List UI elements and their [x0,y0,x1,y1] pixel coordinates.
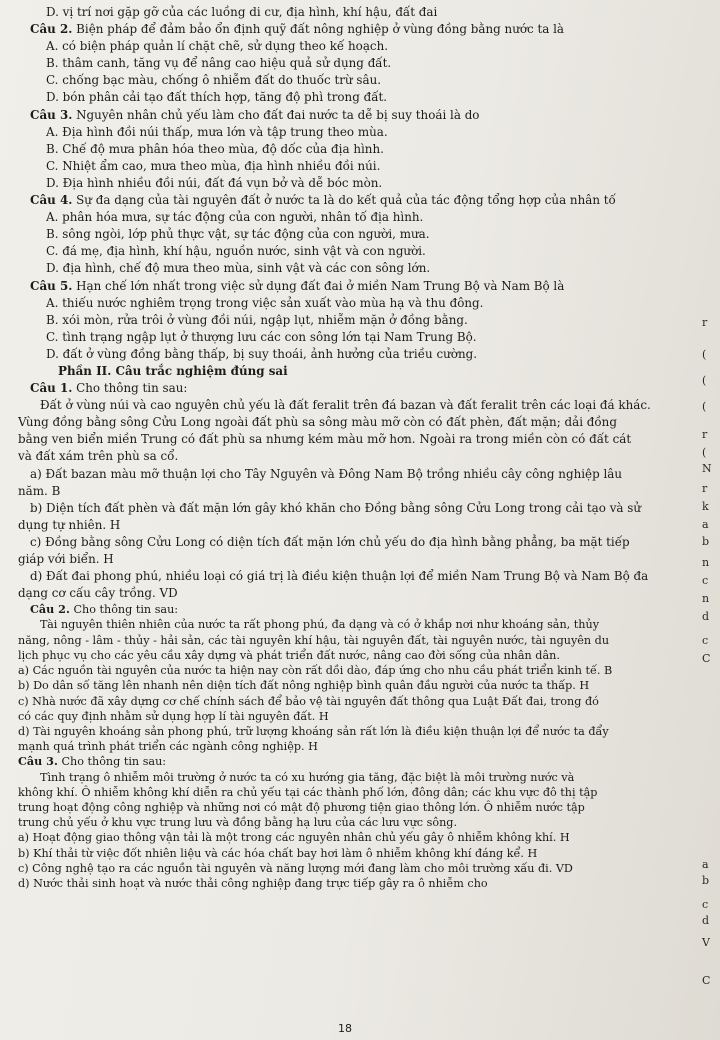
statement-line: d) Đất đai phong phú, nhiều loại có giá trị là điều kiện thuận lợi để miền Nam Trung Bộ và Nam Bộ đa [30,569,649,584]
option: C. Nhiệt ẩm cao, mưa theo mùa, địa hình nhiều đồi núi. [46,158,381,173]
margin-mark: k [702,500,709,513]
question-label: Câu 4. [30,193,73,208]
passage-line: bằng ven biển miền Trung có đất phù sa nhưng kém màu mỡ hơn. Ngoài ra trong miền còn có đất cát [18,432,632,447]
question-label: Câu 2. [30,22,73,37]
page-number: 18 [338,1022,352,1035]
option: C. đá mẹ, địa hình, khí hậu, nguồn nước, sinh vật và con người. [46,244,426,259]
margin-mark: a [702,518,709,531]
margin-mark: ( [702,374,707,387]
question-label: Câu 3. [18,754,58,769]
tf-question-1 [18,380,686,397]
statement-line: b) Diện tích đất phèn và đất mặn lớn gây khó khăn cho Đồng bằng sông Cửu Long trong cải tạo và sử [30,500,642,515]
margin-mark: C [702,974,711,987]
passage-line: trung chủ yếu ở khu vực trung lưu và đồng bằng hạ lưu của các lưu vực sông. [18,816,458,830]
question-intro: Cho thông tin sau: [73,603,179,617]
statement-line: dụng tự nhiên. H [18,517,121,532]
margin-mark: d [702,914,710,927]
margin-mark: r [702,482,708,495]
option: B. thâm canh, tăng vụ để nâng cao hiệu quả sử dụng đất. [46,56,392,71]
question-label: Câu 2. [30,602,70,617]
statement-line: có các quy định nhằm sử dụng hợp lí tài nguyên đất. H [18,709,329,723]
passage-line: năng, nông - lâm - thủy - hải sản, các tài nguyên khí hậu, tài nguyên đất, tài nguyên nước, tài nguyên du [18,633,610,647]
statement-line: b) Khí thải từ việc đốt nhiên liệu và các hóa chất bay hơi làm ô nhiễm không khí đáng kể. H [18,846,538,860]
option: A. Địa hình đồi núi thấp, mưa lớn và tập trung theo mùa. [46,124,388,139]
option: B. sông ngòi, lớp phủ thực vật, sự tác động của con người, mưa. [46,227,430,242]
passage-line: Đất ở vùng núi và cao nguyên chủ yếu là đất feralit trên đá bazan và đất feralit trên các loại đá khác. [40,398,651,413]
passage-line: Vùng đồng bằng sông Cửu Long ngoài đất phù sa sông màu mỡ còn có đất phèn, đất mặn; dải đồng [18,415,617,430]
question-intro: Cho thông tin sau: [76,381,188,396]
margin-mark: ( [702,348,707,361]
option: A. phân hóa mưa, sự tác động của con người, nhân tố địa hình. [46,210,424,225]
question-3 [18,107,686,124]
option: D. bón phân cải tạo đất thích hợp, tăng độ phì trong đất. [46,90,388,105]
statement-line: giáp với biển. H [18,552,114,566]
statement-line: a) Hoạt động giao thông vận tải là một trong các nguyên nhân chủ yếu gây ô nhiễm không khí. H [18,831,570,845]
question-stem: Hạn chế lớn nhất trong việc sử dụng đất đai ở miền Nam Trung Bộ và Nam Bộ là [76,278,565,293]
statement-line: năm. B [18,483,61,498]
statement-line: c) Đồng bằng sông Cửu Long có diện tích đất mặn lớn chủ yếu do địa hình bằng phẳng, ba mặt tiếp [30,534,630,549]
margin-mark: n [702,556,710,569]
question-label: Câu 3. [30,107,73,122]
passage-line: trung hoạt động công nghiệp và những nơi có mật độ phương tiện giao thông lớn. Ô nhiễm nước tập [18,800,585,814]
passage-line: và đất xám trên phù sa cổ. [18,449,179,464]
compressed-block [18,602,686,891]
statement-line: b) Do dân số tăng lên nhanh nên diện tích đất nông nghiệp bình quân đầu người của nước ta thấp. H [18,679,590,693]
question-2 [18,21,686,38]
statement-line: d) Tài nguyên khoáng sản phong phú, trữ lượng khoáng sản rất lớn là điều kiện thuận lợi để nước ta đẩy [18,724,609,738]
statement-line: a) Các nguồn tài nguyên của nước ta hiện nay còn rất dồi dào, đáp ứng cho nhu cầu phát triển kinh tế. B [18,664,613,678]
option: D. đất ở vùng đồng bằng thấp, bị suy thoái, ảnh hưởng của triều cường. [46,346,478,361]
question-stem: Nguyên nhân chủ yếu làm cho đất đai nước ta dễ bị suy thoái là do [76,107,480,122]
question-4 [18,192,686,209]
margin-mark: r [702,316,708,329]
question-label: Câu 1. [30,381,73,396]
statement-line: dạng cơ cấu cây trồng. VD [18,586,178,601]
question-intro: Cho thông tin sau: [61,755,167,769]
statement-line: d) Nước thải sinh hoạt và nước thải công nghiệp đang trực tiếp gây ra ô nhiễm cho [18,876,488,890]
option: C. tình trạng ngập lụt ở thượng lưu các con sông lớn tại Nam Trung Bộ. [46,329,477,344]
margin-mark: C [702,652,711,665]
margin-mark: r [702,428,708,441]
tf-question-3 [18,754,686,769]
margin-mark: V [702,936,710,949]
question-label: Câu 5. [30,278,73,293]
margin-mark: d [702,610,710,623]
passage-line: lịch phục vụ cho các yêu cầu xây dựng và phát triển đất nước, nâng cao đời sống của nhân dân. [18,648,560,662]
option: C. chống bạc màu, chống ô nhiễm đất do thuốc trừ sâu. [46,73,382,88]
option: D. Địa hình nhiều đồi núi, đất đá vụn bở và dễ bóc mòn. [46,175,383,190]
margin-mark: c [702,634,709,647]
tf-question-2 [18,602,686,617]
passage-line: Tình trạng ô nhiễm môi trường ở nước ta có xu hướng gia tăng, đặc biệt là môi trường nước và [40,770,575,784]
option: A. có biện pháp quản lí chặt chẽ, sử dụng theo kế hoạch. [46,39,389,54]
margin-mark: n [702,592,710,605]
text-body [18,4,686,891]
option: B. xói mòn, rửa trôi ở vùng đồi núi, ngập lụt, nhiễm mặn ở đồng bằng. [46,312,468,327]
statement-line: mạnh quá trình phát triển các ngành công nghiệp. H [18,740,318,754]
q1-option-d: D. vị trí nơi gặp gỡ của các luồng di cư, địa hình, khí hậu, đất đai [46,5,438,19]
option: A. thiếu nước nghiêm trọng trong việc sản xuất vào mùa hạ và thu đông. [46,295,484,310]
option: D. địa hình, chế độ mưa theo mùa, sinh vật và các con sông lớn. [46,261,431,276]
passage-line: không khí. Ô nhiễm không khí diễn ra chủ yếu tại các thành phố lớn, đông dân; các khu vực đô thị tập [18,785,598,799]
statement-line: c) Nhà nước đã xây dựng cơ chế chính sách để bảo vệ tài nguyên đất thông qua Luật Đất đai, trong đó [18,694,599,708]
margin-mark: ( [702,446,707,459]
margin-mark: c [702,898,709,911]
question-stem: Sự đa dạng của tài nguyên đất ở nước ta là do kết quả của tác động tổng hợp của nhân tố [76,193,616,208]
question-stem: Biện pháp để đảm bảo ổn định quỹ đất nông nghiệp ở vùng đồng bằng nước ta là [76,22,564,37]
passage-line: Tài nguyên thiên nhiên của nước ta rất phong phú, đa dạng và có ở khắp nơi như khoáng sản, thủy [40,618,600,632]
question-5 [18,278,686,295]
margin-mark: c [702,574,709,587]
right-margin-marks [698,0,720,1040]
section-heading: Phần II. Câu trắc nghiệm đúng sai [58,363,288,378]
margin-mark: b [702,874,710,887]
margin-mark: N [702,462,712,475]
margin-mark: b [702,535,710,548]
statement-line: c) Công nghệ tạo ra các nguồn tài nguyên và năng lượng mới đang làm cho môi trường xấu đi. VD [18,861,573,875]
margin-mark: a [702,858,709,871]
margin-mark: ( [702,400,707,413]
statement-line: a) Đất bazan màu mỡ thuận lợi cho Tây Nguyên và Đông Nam Bộ trồng nhiều cây công nghiệp lâu [30,466,623,481]
option: B. Chế độ mưa phân hóa theo mùa, độ dốc của địa hình. [46,141,384,156]
